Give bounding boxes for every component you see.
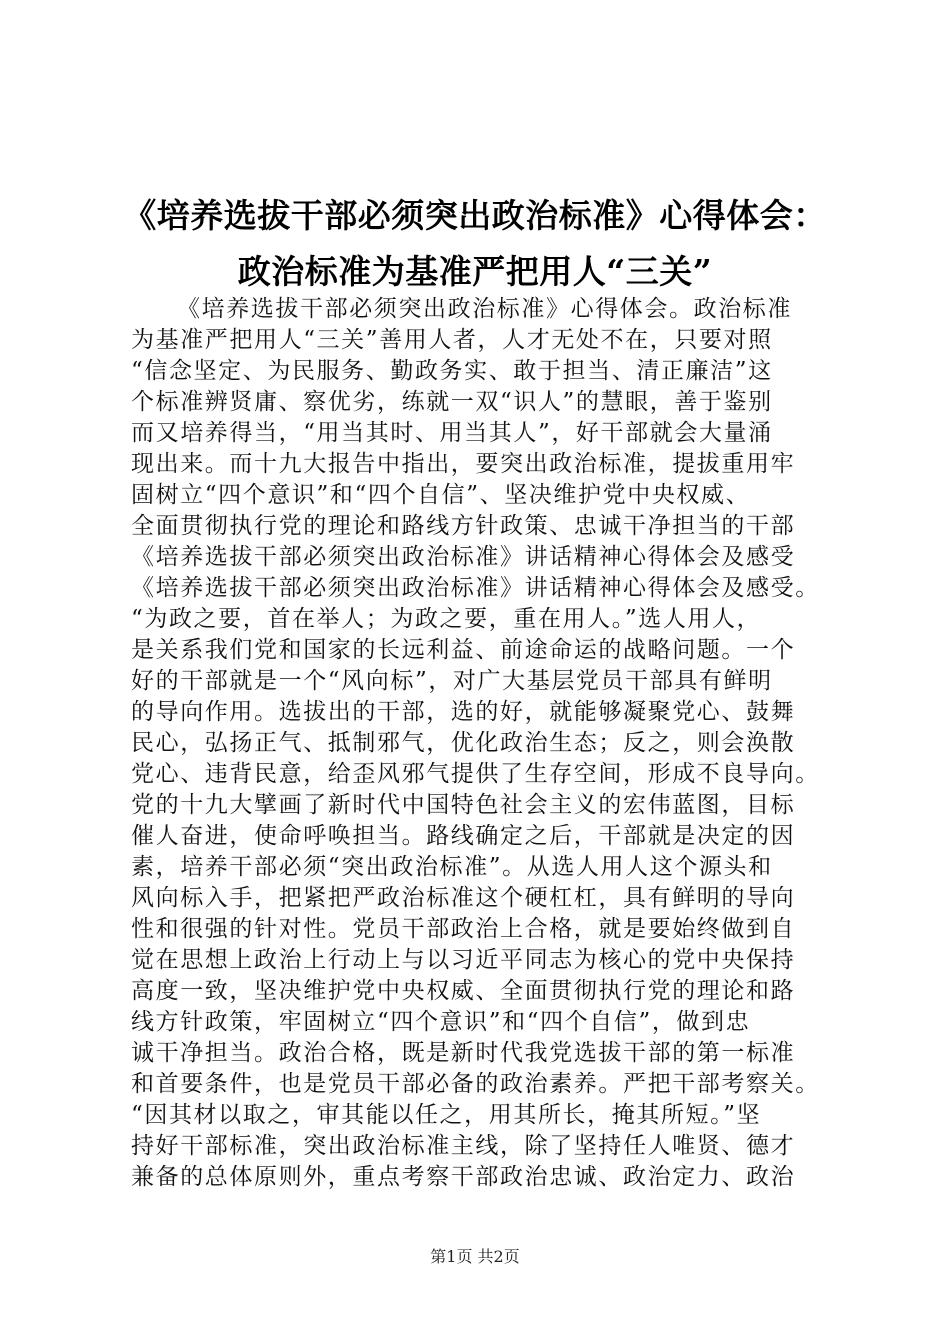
body-line: 性和很强的针对性。党员干部政治上合格，就是要始终做到自: [131, 916, 796, 942]
body-line: 党心、违背民意，给歪风邪气提供了生存空间，形成不良导向。: [131, 761, 820, 787]
document-title-line-1: 《培养选拔干部必须突出政治标准》心得体会：: [123, 196, 827, 235]
body-line: 全面贯彻执行党的理论和路线方针政策、忠诚干净担当的干部: [131, 513, 796, 539]
body-line: 高度一致，坚决维护党中央权威、全面贯彻执行党的理论和路: [131, 978, 796, 1004]
body-line: 兼备的总体原则外，重点考察干部政治忠诚、政治定力、政治: [131, 1164, 796, 1190]
body-line: 风向标入手，把紧把严政治标准这个硬杠杠，具有鲜明的导向: [131, 885, 796, 911]
body-line: 好的干部就是一个“风向标”，对广大基层党员干部具有鲜明: [131, 668, 773, 694]
body-line: “因其材以取之，审其能以任之，用其所长，掩其所短。”坚: [131, 1102, 762, 1128]
body-line: “信念坚定、为民服务、勤政务实、敢于担当、清正廉洁”这: [131, 358, 773, 384]
body-line: “为政之要，首在举人；为政之要，重在用人。”选人用人，: [131, 606, 762, 632]
page-footer: 第1页 共2页: [430, 1247, 520, 1266]
body-line: 《培养选拔干部必须突出政治标准》讲话精神心得体会及感受。: [131, 575, 820, 601]
document-body: [131, 294, 851, 1193]
body-line: 而又培养得当，“用当其时、用当其人”，好干部就会大量涌: [131, 420, 773, 446]
body-line: 催人奋进，使命呼唤担当。路线确定之后，干部就是决定的因: [131, 823, 796, 849]
body-line: 素，培养干部必须“突出政治标准”。从选人用人这个源头和: [131, 854, 773, 880]
body-line: 个标准辨贤庸、察优劣，练就一双“识人”的慧眼，善于鉴别: [131, 389, 773, 415]
body-line: 的导向作用。选拔出的干部，选的好，就能够凝聚党心、鼓舞: [131, 699, 796, 725]
body-line: 党的十九大擘画了新时代中国特色社会主义的宏伟蓝图，目标: [131, 792, 796, 818]
body-line: 固树立“四个意识”和“四个自信”、坚决维护党中央权威、: [131, 482, 751, 508]
body-line: 《培养选拔干部必须突出政治标准》心得体会。政治标准: [177, 296, 792, 322]
body-line: 是关系我们党和国家的长远利益、前途命运的战略问题。一个: [131, 637, 796, 663]
body-line: 民心，弘扬正气、抵制邪气，优化政治生态；反之，则会涣散: [131, 730, 796, 756]
body-line: 持好干部标准，突出政治标准主线，除了坚持任人唯贤、德才: [131, 1133, 796, 1159]
body-line: 诚干净担当。政治合格，既是新时代我党选拔干部的第一标准: [131, 1040, 796, 1066]
body-line: 觉在思想上政治上行动上与以习近平同志为核心的党中央保持: [131, 947, 796, 973]
document-title-line-2: 政治标准为基准严把用人“三关”: [237, 252, 713, 291]
body-line: 线方针政策，牢固树立“四个意识”和“四个自信”，做到忠: [131, 1009, 751, 1035]
body-line: 和首要条件，也是党员干部必备的政治素养。严把干部考察关。: [131, 1071, 820, 1097]
body-line: 为基准严把用人“三关”善用人者，人才无处不在，只要对照: [131, 327, 773, 353]
body-line: 现出来。而十九大报告中指出，要突出政治标准，提拔重用牢: [131, 451, 796, 477]
body-line: 《培养选拔干部必须突出政治标准》讲话精神心得体会及感受: [131, 544, 796, 570]
